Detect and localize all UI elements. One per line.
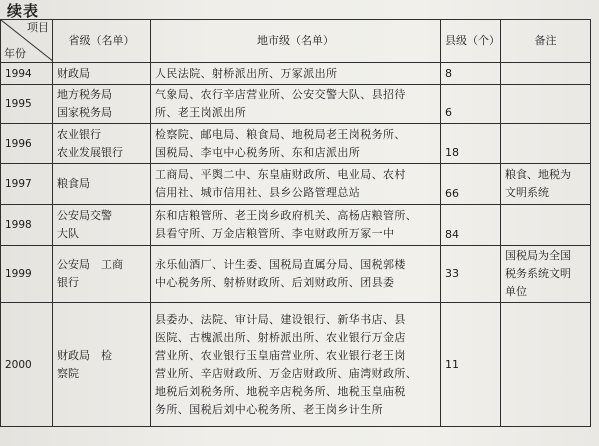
city-cell: 检察院、邮电局、粮食局、地税局老王岗税务所、 国税局、李屯中心税务所、东和店派出所 <box>151 124 441 164</box>
county-cell: 66 <box>441 164 501 205</box>
province-cell: 地方税务局 国家税务局 <box>53 85 151 124</box>
city-cell: 人民法院、射桥派出所、万冢派出所 <box>151 63 441 85</box>
honor-units-table <box>0 19 591 427</box>
county-cell: 84 <box>441 205 501 246</box>
county-cell: 8 <box>441 63 501 85</box>
county-cell: 11 <box>441 303 501 427</box>
header-province: 省级（名单） <box>53 20 151 63</box>
table-caption: 续表 <box>7 2 40 20</box>
notes-cell <box>501 63 591 85</box>
year-cell: 1997 <box>1 164 53 205</box>
table-row <box>1 63 591 85</box>
table-row <box>1 85 591 124</box>
city-cell: 县委办、法院、审计局、建设银行、新华书店、县 医院、古槐派出所、射桥派出所、农业银行万金店 营业所、农业银行玉皇庙营业所、农业银行老王岗 营业所、辛店财政所、万金店财政所、庙湾财政所、 地税后刘税务所、地税辛店税务所、地税玉皇庙税 务所、国税后刘中心税务所、老王岗乡计生所 <box>151 303 441 427</box>
year-cell: 1995 <box>1 85 53 124</box>
county-cell: 18 <box>441 124 501 164</box>
city-cell: 气象局、农行辛店营业所、公安交警大队、县招待 所、老王岗派出所 <box>151 85 441 124</box>
corner-header-cell <box>1 20 53 63</box>
table-row <box>1 303 591 427</box>
notes-cell <box>501 85 591 124</box>
city-cell: 永乐仙酒厂、计生委、国税局直属分局、国税郭楼 中心税务所、射桥财政所、后刘财政所、团县委 <box>151 246 441 303</box>
table-row <box>1 205 591 246</box>
table-row <box>1 164 591 205</box>
notes-cell <box>501 205 591 246</box>
province-cell: 农业银行 农业发展银行 <box>53 124 151 164</box>
province-cell: 公安局 工商 银行 <box>53 246 151 303</box>
county-cell: 6 <box>441 85 501 124</box>
year-cell: 2000 <box>1 303 53 427</box>
province-cell: 粮食局 <box>53 164 151 205</box>
province-cell: 财政局 检 察院 <box>53 303 151 427</box>
table-row <box>1 124 591 164</box>
notes-cell: 国税局为全国 税务系统文明 单位 <box>501 246 591 303</box>
year-cell: 1994 <box>1 63 53 85</box>
province-cell: 财政局 <box>53 63 151 85</box>
header-notes: 备注 <box>501 20 591 63</box>
table-row <box>1 246 591 303</box>
city-cell: 东和店粮管所、老王岗乡政府机关、高杨店粮管所、 县看守所、万金店粮管所、李屯财政所万冢一中 <box>151 205 441 246</box>
header-city: 地市级（名单） <box>151 20 441 63</box>
province-cell: 公安局交警 大队 <box>53 205 151 246</box>
header-county: 县级（个） <box>441 20 501 63</box>
corner-year-label: 年份 <box>4 47 26 60</box>
year-cell: 1996 <box>1 124 53 164</box>
county-cell: 33 <box>441 246 501 303</box>
year-cell: 1999 <box>1 246 53 303</box>
notes-cell: 粮食、地税为 文明系统 <box>501 164 591 205</box>
notes-cell <box>501 303 591 427</box>
city-cell: 工商局、平舆二中、东皇庙财政所、电业局、农村 信用社、城市信用社、县乡公路管理总站 <box>151 164 441 205</box>
corner-item-label: 项目 <box>27 21 49 34</box>
year-cell: 1998 <box>1 205 53 246</box>
table-header-row <box>1 20 591 63</box>
notes-cell <box>501 124 591 164</box>
